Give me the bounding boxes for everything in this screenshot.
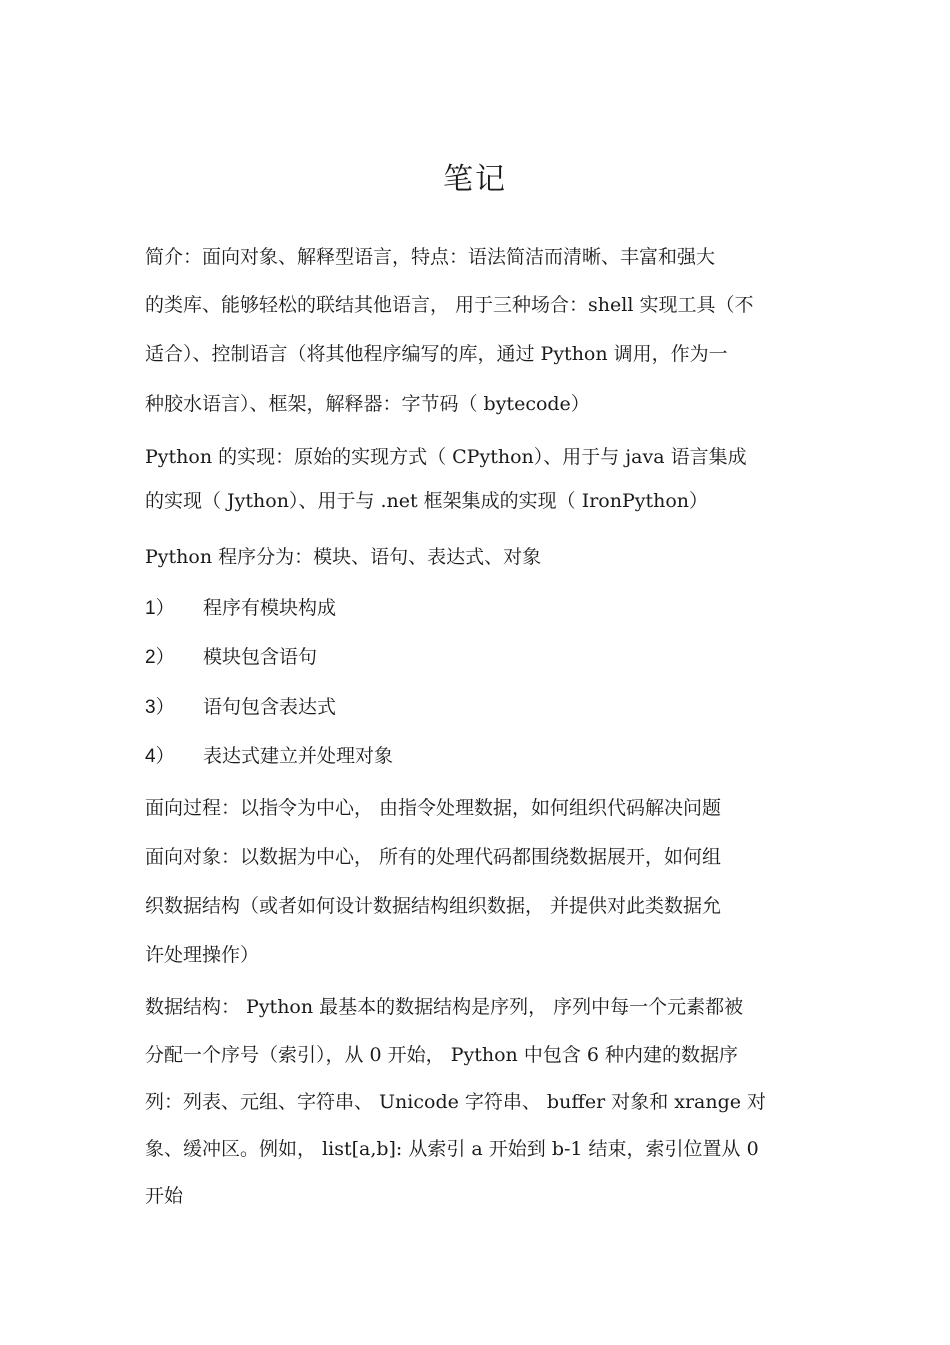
text-line-oop-1: 面向对象：以数据为中心， 所有的处理代码都围绕数据展开，如何组 [145, 846, 722, 868]
list-item [145, 741, 815, 772]
text-line-data-4: 象、缓冲区。例如， list[a,b]: 从索引 a 开始到 b-1 结束，索引位置从 0 [145, 1138, 759, 1160]
text-line-impl-1: Python 的实现：原始的实现方式（ CPython）、用于与 java 语言集成 [145, 446, 747, 468]
text-line-data-3: 列：列表、元组、字符串、 Unicode 字符串、 buffer 对象和 xrange 对 [145, 1091, 767, 1113]
list-item-number: 4） [145, 746, 175, 767]
list-item-number: 1） [145, 598, 175, 619]
text-line-data-1: 数据结构： Python 最基本的数据结构是序列， 序列中每一个元素都被 [145, 996, 744, 1018]
text-line-procedural: 面向过程：以指令为中心， 由指令处理数据，如何组织代码解决问题 [145, 797, 722, 819]
text-line-intro-4: 种胶水语言）、框架，解释器：字节码（ bytecode） [145, 393, 590, 415]
list-item-text: 语句包含表达式 [203, 696, 337, 718]
text-line-intro-2: 的类库、能够轻松的联结其他语言， 用于三种场合：shell 实现工具（不 [145, 294, 754, 316]
list-item-text: 表达式建立并处理对象 [203, 745, 394, 767]
list-item-number: 3） [145, 697, 175, 718]
list-item [145, 692, 815, 723]
text-line-data-2: 分配一个序号（索引），从 0 开始， Python 中包含 6 种内建的数据序 [145, 1044, 738, 1066]
list-item-text: 模块包含语句 [203, 646, 318, 668]
text-line-oop-2: 织数据结构（或者如何设计数据结构组织数据， 并提供对此类数据允 [145, 895, 722, 917]
text-line-oop-3: 许处理操作） [145, 944, 260, 966]
page-title: 笔记 [443, 162, 507, 197]
list-item [145, 593, 815, 624]
list-item-text: 程序有模块构成 [203, 597, 337, 619]
text-line-structure: Python 程序分为：模块、语句、表达式、对象 [145, 546, 542, 568]
list-item-number: 2） [145, 647, 175, 668]
text-line-data-5: 开始 [145, 1185, 184, 1207]
text-line-intro-1: 简介：面向对象、解释型语言，特点：语法简洁而清晰、丰富和强大 [145, 246, 716, 268]
text-line-impl-2: 的实现（ Jython）、用于与 .net 框架集成的实现（ IronPython） [145, 490, 709, 512]
text-line-intro-3: 适合）、控制语言（将其他程序编写的库，通过 Python 调用，作为一 [145, 343, 728, 365]
list-item [145, 642, 815, 673]
